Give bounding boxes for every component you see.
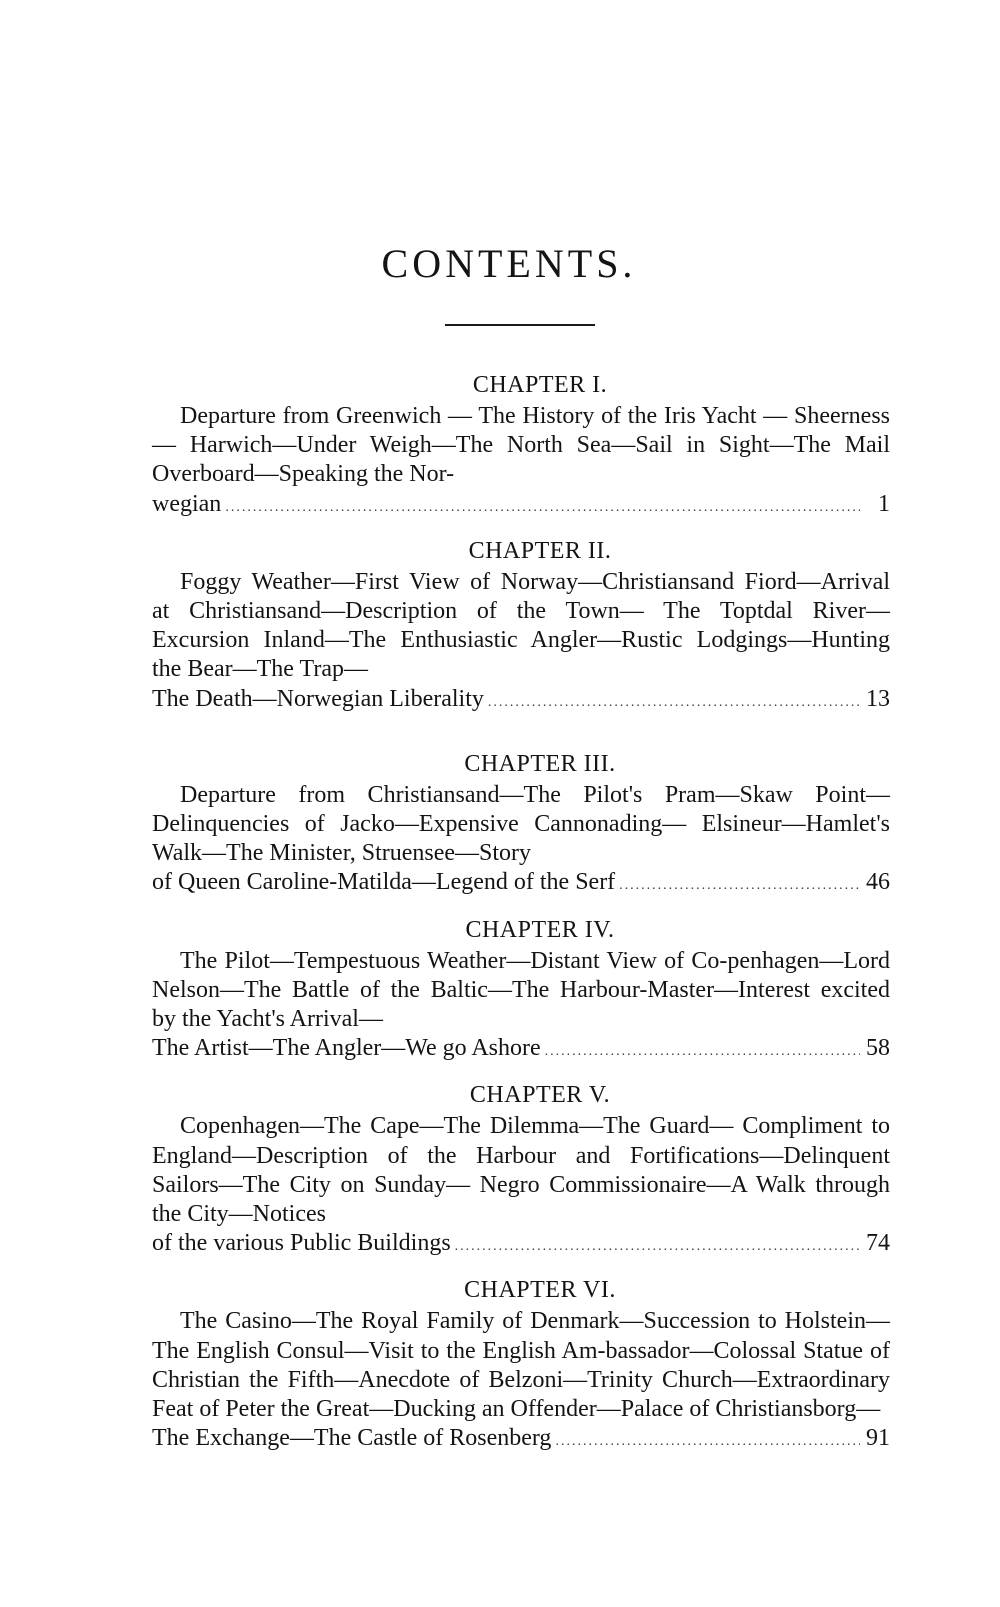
chapter-summary: Departure from Christiansand—The Pilot's Pram—Skaw Point—Delinquencies of Jacko—Expensive Cannonading— Elsineur—Hamlet's Walk—The Minister, Struensee—Story: [152, 781, 890, 867]
chapter-leader-line: [152, 868, 890, 900]
chapter-heading: CHAPTER I.: [472, 372, 608, 398]
chapter-summary-end: The Exchange—The Castle of Rosenberg: [152, 1425, 552, 1452]
dot-leader: [555, 1427, 860, 1456]
page-title: CONTENTS.: [381, 241, 637, 286]
chapter-leader-line: [152, 1229, 890, 1261]
dot-leader: [225, 493, 860, 522]
chapter-summary-end: The Artist—The Angler—We go Ashore: [152, 1035, 541, 1062]
chapter-summary: Departure from Greenwich — The History of the Iris Yacht — Sheerness— Harwich—Under Weigh—The North Sea—Sail in Sight—The Mail Overboard—Speaking the Nor-: [152, 403, 890, 488]
chapter-summary-end: of Queen Caroline-Matilda—Legend of the Serf: [152, 869, 616, 896]
page-number: 13: [866, 685, 890, 712]
page-number: 46: [866, 869, 890, 896]
chapter-leader-line: [152, 685, 890, 717]
chapter-summary: Foggy Weather—First View of Norway—Christiansand Fiord—Arrival at Christiansand—Description of the Town— The Toptdal River—Excursion Inland—The Enthusiastic Angler—Rustic Lodgings—Hunting the Bear—The Trap—: [152, 568, 890, 683]
contents-list: [152, 370, 890, 1456]
chapter-summary-end: wegian: [152, 490, 222, 517]
chapter-leader-line: [152, 1424, 890, 1456]
chapter-leader-line: [152, 1034, 890, 1066]
chapter-heading: CHAPTER V.: [469, 1082, 611, 1109]
chapter-leader-line: [152, 490, 890, 522]
chapter-heading: CHAPTER VI.: [464, 1277, 616, 1304]
page-number: 1: [878, 490, 890, 517]
chapter-entry: [152, 749, 890, 901]
chapter-entry: [152, 915, 890, 1067]
page-number: 58: [866, 1035, 890, 1062]
page-number: 91: [866, 1425, 890, 1452]
dot-leader: [619, 871, 860, 900]
chapter-heading: CHAPTER II.: [468, 537, 612, 564]
chapter-summary: The Pilot—Tempestuous Weather—Distant View of Co-penhagen—Lord Nelson—The Battle of the Baltic—The Harbour-Master—Interest excited by the Yacht's Arrival—: [152, 947, 890, 1033]
chapter-summary-end: of the various Public Buildings: [152, 1230, 451, 1257]
chapter-entry: [152, 536, 890, 717]
page-number: 74: [866, 1230, 890, 1257]
dot-leader: [545, 1037, 860, 1066]
chapter-entry: [152, 1080, 890, 1261]
dot-leader: [455, 1232, 860, 1261]
chapter-entry: [152, 370, 890, 522]
chapter-summary-end: The Death—Norwegian Liberality: [152, 685, 484, 712]
dot-leader: [488, 688, 860, 717]
title-rule: [445, 324, 595, 326]
chapter-heading: CHAPTER IV.: [465, 916, 615, 943]
chapter-summary: The Casino—The Royal Family of Denmark—Succession to Holstein—The English Consul—Visit to the English Am-bassador—Colossal Statue of Christian the Fifth—Anecdote of Belzoni—Trinity Church—Extraordinary Feat of Peter the Great—Ducking an Offender—Palace of Christiansborg—: [152, 1308, 890, 1423]
chapter-heading: CHAPTER III.: [464, 750, 616, 777]
chapter-summary: Copenhagen—The Cape—The Dilemma—The Guard— Compliment to England—Description of the Harbour and Fortifications—Delinquent Sailors—The City on Sunday— Negro Commissionaire—A Walk through the City—Notices: [152, 1113, 890, 1228]
chapter-entry: [152, 1275, 890, 1456]
